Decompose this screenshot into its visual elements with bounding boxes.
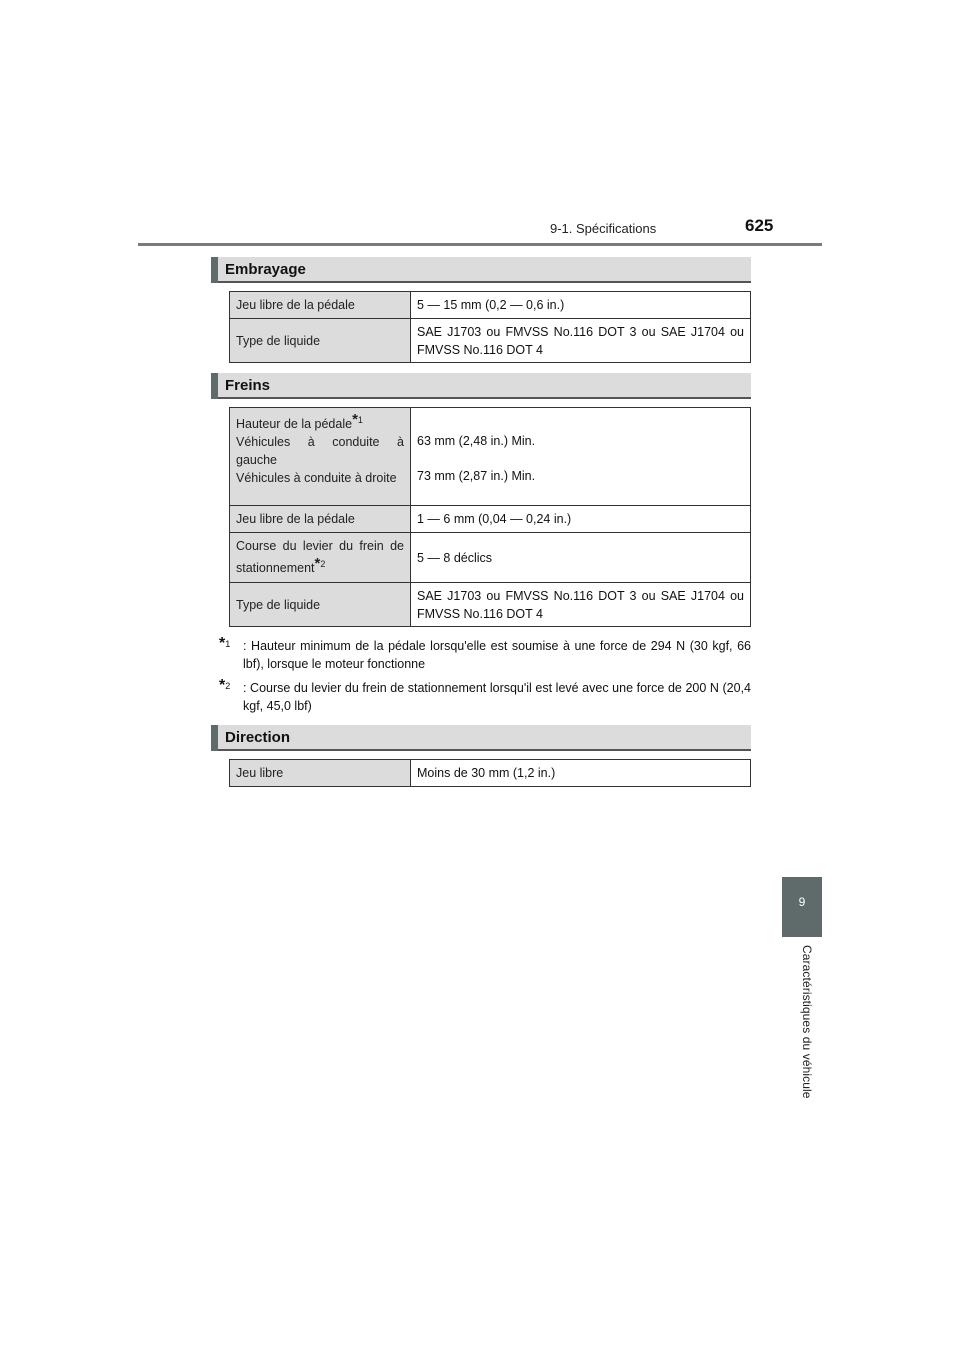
table-row [230,292,751,319]
left-drive-value: 63 mm (2,48 in.) Min. [417,434,536,448]
brake-spec-table [229,407,751,627]
row-value: 5 — 15 mm (0,2 — 0,6 in.) [411,292,751,319]
table-row [230,533,751,583]
running-header-section: 9-1. Spécifications [550,221,657,236]
section-title: Direction [225,729,291,746]
page-number: 625 [745,216,774,235]
table-row [230,583,751,627]
header-divider [138,243,822,246]
row-value: 1 — 6 mm (0,04 — 0,24 in.) [411,506,751,533]
table-row [230,408,751,506]
row-value-text: SAE J1703 ou FMVSS No.116 DOT 3 ou SAE J1704 ou FMVSS No.116 DOT 4 [417,324,744,357]
row-value [411,319,751,363]
footnotes [215,637,751,721]
asterisk-icon: * [219,635,226,652]
footnote-text: : Course du levier du frein de stationnement lorsqu'il est levé avec une force de 200 N (20,4 kgf, 45,0 lbf) [243,681,751,713]
row-label: Jeu libre de la pédale [230,506,411,533]
heading-bar [211,725,218,751]
clutch-spec-table [229,291,751,363]
footnote-text: : Hauteur minimum de la pédale lorsqu'elle est soumise à une force de 294 N (30 kgf, 66 lbf), lorsque le moteur fonctionne [243,639,751,671]
row-value: Moins de 30 mm (1,2 in.) [411,760,751,787]
right-drive-label: Véhicules à conduite à droite [236,471,397,486]
asterisk-icon: * [314,555,321,573]
row-label: Jeu libre [230,760,411,787]
table-row [230,319,751,363]
steering-spec-table [229,759,751,787]
heading-bar [211,257,218,283]
footnote: *$^1$ : Hauteur minimum de la pédale lorsqu'elle est soumise à une force de 294 N (30 kgf, 66 lbf), lorsque le moteur fonctionne [219,635,751,671]
section-heading-embrayage [211,257,751,283]
row-label: Type de liquide [230,319,411,363]
right-drive-value: 73 mm (2,87 in.) Min. [417,469,536,483]
section-heading-direction [211,725,751,751]
row-label: Course du levier du frein de stationnement*$^2$ [230,533,411,583]
row-label: Jeu libre de la pédale [230,292,411,319]
asterisk-icon: * [352,411,358,428]
row-value: 5 — 8 déclics [411,533,751,583]
section-title: Embrayage [225,261,306,278]
left-drive-label: Véhicules à conduite à gauche [236,435,404,468]
pedal-height-label: Hauteur de la pédale*$^1$ [236,411,363,432]
heading-bar [211,373,218,399]
table-row [230,760,751,787]
asterisk-icon: * [219,677,226,694]
row-label [230,408,411,506]
chapter-tab-label: Caractéristiques du véhicule [800,945,814,1099]
chapter-tab-number: 9 [798,895,806,909]
section-heading-freins [211,373,751,399]
row-value-text: SAE J1703 ou FMVSS No.116 DOT 3 ou SAE J1704 ou FMVSS No.116 DOT 4 [417,588,744,621]
chapter-tab [782,877,822,937]
row-value [411,408,751,506]
table-row [230,506,751,533]
row-value [411,583,751,627]
section-title: Freins [225,377,271,394]
footnote: *$^2$ : Course du levier du frein de stationnement lorsqu'il est levé avec une force de 200 N (20,4 kgf, 45,0 lbf) [219,677,751,713]
row-label: Type de liquide [230,583,411,627]
